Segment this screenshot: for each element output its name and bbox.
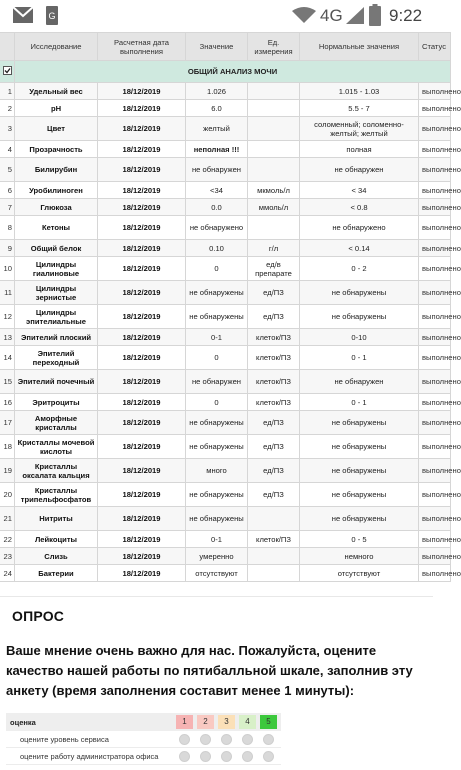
status: выполнено: [419, 305, 451, 329]
result-value: <34: [186, 182, 248, 199]
result-value: не обнаружены: [186, 507, 248, 531]
status: выполнено: [419, 411, 451, 435]
rating-radio-4[interactable]: [242, 751, 253, 762]
normal-range: не обнаружено: [300, 216, 419, 240]
rating-cell: [260, 734, 277, 745]
table-row: [0, 100, 451, 117]
due-date: 18/12/2019: [98, 182, 186, 199]
rating-scale-3: 3: [218, 715, 235, 729]
header-date: Расчетная дата выполнения: [98, 33, 186, 61]
rating-radio-1[interactable]: [179, 751, 190, 762]
unit: [248, 507, 300, 531]
test-name: Цилиндры гиалиновые: [15, 257, 98, 281]
rating-cell: [218, 734, 235, 745]
table-row: [0, 257, 451, 281]
due-date: 18/12/2019: [98, 531, 186, 548]
unit: [248, 548, 300, 565]
status: выполнено: [419, 100, 451, 117]
g-notification-icon: [46, 6, 58, 25]
status: выполнено: [419, 507, 451, 531]
result-value: неполная !!!: [186, 141, 248, 158]
table-row: [0, 346, 451, 370]
status: выполнено: [419, 83, 451, 100]
status: выполнено: [419, 117, 451, 141]
row-number: 5: [0, 158, 15, 182]
rating-questions: [6, 731, 281, 765]
due-date: 18/12/2019: [98, 281, 186, 305]
normal-range: не обнаружены: [300, 459, 419, 483]
table-header-row: [0, 33, 451, 61]
rating-cell: [260, 751, 277, 762]
normal-range: 0-10: [300, 329, 419, 346]
table-row: [0, 411, 451, 435]
row-number: 2: [0, 100, 15, 117]
table-row: [0, 483, 451, 507]
rating-cell: [239, 734, 256, 745]
result-value: 6.0: [186, 100, 248, 117]
table-row: [0, 141, 451, 158]
unit: [248, 216, 300, 240]
row-number: 1: [0, 83, 15, 100]
result-value: 0.10: [186, 240, 248, 257]
due-date: 18/12/2019: [98, 565, 186, 582]
normal-range: соломенный; соломенно-желтый; желтый: [300, 117, 419, 141]
table-row: [0, 435, 451, 459]
status: выполнено: [419, 281, 451, 305]
result-value: 0: [186, 257, 248, 281]
table-row: [0, 329, 451, 346]
test-name: Глюкоза: [15, 199, 98, 216]
status-bar: [0, 0, 433, 30]
row-number: 20: [0, 483, 15, 507]
table-row: [0, 459, 451, 483]
normal-range: не обнаружены: [300, 281, 419, 305]
due-date: 18/12/2019: [98, 346, 186, 370]
rating-radio-1[interactable]: [179, 734, 190, 745]
result-value: умеренно: [186, 548, 248, 565]
row-number: 13: [0, 329, 15, 346]
status: выполнено: [419, 240, 451, 257]
rating-question-label: оцените работу администратора офиса: [20, 751, 159, 761]
unit: ммоль/л: [248, 199, 300, 216]
result-value: не обнаружены: [186, 435, 248, 459]
table-row: [0, 394, 451, 411]
result-value: 0.0: [186, 199, 248, 216]
unit: [248, 141, 300, 158]
table-row: [0, 531, 451, 548]
header-unit: Ед. измерения: [248, 33, 300, 61]
unit: ед/ПЗ: [248, 305, 300, 329]
row-number: 22: [0, 531, 15, 548]
row-number: 23: [0, 548, 15, 565]
row-number: 4: [0, 141, 15, 158]
due-date: 18/12/2019: [98, 257, 186, 281]
table-row: [0, 370, 451, 394]
row-number: 24: [0, 565, 15, 582]
unit: клеток/ПЗ: [248, 329, 300, 346]
table-row: [0, 182, 451, 199]
test-name: Кристаллы трипельфосфатов: [15, 483, 98, 507]
test-name: Эпителий плоский: [15, 329, 98, 346]
rating-radio-2[interactable]: [200, 734, 211, 745]
checkbox-checked-icon: [3, 66, 12, 75]
status: выполнено: [419, 199, 451, 216]
test-name: Билирубин: [15, 158, 98, 182]
test-name: Кристаллы оксалата кальция: [15, 459, 98, 483]
result-value: много: [186, 459, 248, 483]
battery-icon: [369, 4, 381, 26]
unit: ед/ПЗ: [248, 459, 300, 483]
section-checkbox[interactable]: [0, 61, 15, 83]
header-value: Значение: [186, 33, 248, 61]
normal-range: 5.5 - 7: [300, 100, 419, 117]
rating-header-row: [6, 713, 281, 731]
svg-text:G: G: [48, 11, 56, 21]
test-name: Цвет: [15, 117, 98, 141]
rating-scale-1: 1: [176, 715, 193, 729]
rating-radio-2[interactable]: [200, 751, 211, 762]
table-row: [0, 548, 451, 565]
test-name: Лейкоциты: [15, 531, 98, 548]
due-date: 18/12/2019: [98, 459, 186, 483]
result-value: не обнаружен: [186, 158, 248, 182]
status: выполнено: [419, 531, 451, 548]
status: выполнено: [419, 370, 451, 394]
unit: [248, 565, 300, 582]
table-row: [0, 565, 451, 582]
header-normal: Нормальные значения: [300, 33, 419, 61]
due-date: 18/12/2019: [98, 100, 186, 117]
row-number: 15: [0, 370, 15, 394]
rating-cell: [176, 734, 193, 745]
normal-range: < 0.14: [300, 240, 419, 257]
status: выполнено: [419, 459, 451, 483]
rating-cell: [197, 734, 214, 745]
result-value: не обнаружены: [186, 411, 248, 435]
rating-question-row: [6, 731, 281, 748]
rating-question-label: оцените уровень сервиса: [20, 734, 109, 744]
test-name: Аморфные кристаллы: [15, 411, 98, 435]
row-number: 9: [0, 240, 15, 257]
due-date: 18/12/2019: [98, 329, 186, 346]
row-number: 8: [0, 216, 15, 240]
normal-range: 1.015 - 1.03: [300, 83, 419, 100]
unit: клеток/ПЗ: [248, 394, 300, 411]
status: выполнено: [419, 394, 451, 411]
normal-range: не обнаружены: [300, 411, 419, 435]
unit: клеток/ПЗ: [248, 346, 300, 370]
normal-range: 0 - 5: [300, 531, 419, 548]
unit: клеток/ПЗ: [248, 531, 300, 548]
due-date: 18/12/2019: [98, 158, 186, 182]
due-date: 18/12/2019: [98, 117, 186, 141]
row-number: 21: [0, 507, 15, 531]
due-date: 18/12/2019: [98, 394, 186, 411]
table-row: [0, 117, 451, 141]
due-date: 18/12/2019: [98, 141, 186, 158]
table-row: [0, 83, 451, 100]
status: выполнено: [419, 435, 451, 459]
result-value: желтый: [186, 117, 248, 141]
normal-range: 0 - 1: [300, 394, 419, 411]
clock: 9:22: [389, 6, 423, 25]
normal-range: не обнаружены: [300, 483, 419, 507]
due-date: 18/12/2019: [98, 370, 186, 394]
result-value: 0-1: [186, 329, 248, 346]
status: выполнено: [419, 216, 451, 240]
rating-scale-4: 4: [239, 715, 256, 729]
due-date: 18/12/2019: [98, 199, 186, 216]
due-date: 18/12/2019: [98, 435, 186, 459]
test-name: Цилиндры эпителиальные: [15, 305, 98, 329]
row-number: 14: [0, 346, 15, 370]
results-table-container[interactable]: [0, 32, 461, 592]
row-number: 7: [0, 199, 15, 216]
table-row: [0, 216, 451, 240]
rating-radio-5[interactable]: [263, 751, 274, 762]
normal-range: не обнаружен: [300, 370, 419, 394]
unit: г/л: [248, 240, 300, 257]
normal-range: < 0.8: [300, 199, 419, 216]
status: выполнено: [419, 346, 451, 370]
divider: [0, 596, 433, 597]
due-date: 18/12/2019: [98, 483, 186, 507]
status: выполнено: [419, 141, 451, 158]
section-row: [0, 61, 451, 83]
row-number: 18: [0, 435, 15, 459]
row-number: 19: [0, 459, 15, 483]
unit: [248, 117, 300, 141]
cell-signal-icon: [346, 7, 364, 24]
due-date: 18/12/2019: [98, 507, 186, 531]
result-value: не обнаружено: [186, 216, 248, 240]
header-status: Статус: [419, 33, 451, 61]
normal-range: 0 - 2: [300, 257, 419, 281]
rating-scale-2: 2: [197, 715, 214, 729]
survey-title: ОПРОС: [12, 608, 65, 624]
unit: [248, 158, 300, 182]
header-num: [0, 33, 15, 61]
table-row: [0, 305, 451, 329]
table-row: [0, 281, 451, 305]
status: выполнено: [419, 257, 451, 281]
table-row: [0, 240, 451, 257]
test-name: pH: [15, 100, 98, 117]
wifi-icon: [292, 7, 316, 23]
row-number: 12: [0, 305, 15, 329]
due-date: 18/12/2019: [98, 240, 186, 257]
result-value: 0: [186, 394, 248, 411]
status: выполнено: [419, 182, 451, 199]
due-date: 18/12/2019: [98, 548, 186, 565]
status: выполнено: [419, 565, 451, 582]
table-row: [0, 199, 451, 216]
test-name: Нитриты: [15, 507, 98, 531]
rating-scale: [176, 715, 281, 729]
unit: ед/в препарате: [248, 257, 300, 281]
unit: мкмоль/л: [248, 182, 300, 199]
unit: ед/ПЗ: [248, 411, 300, 435]
test-name: Удельный вес: [15, 83, 98, 100]
unit: ед/ПЗ: [248, 435, 300, 459]
normal-range: 0 - 1: [300, 346, 419, 370]
test-name: Общий белок: [15, 240, 98, 257]
unit: [248, 100, 300, 117]
row-number: 11: [0, 281, 15, 305]
result-value: 0-1: [186, 531, 248, 548]
rating-radio-5[interactable]: [263, 734, 274, 745]
normal-range: отсутствуют: [300, 565, 419, 582]
unit: ед/ПЗ: [248, 483, 300, 507]
rating-cell: [197, 751, 214, 762]
normal-range: не обнаружены: [300, 435, 419, 459]
network-type: 4G: [320, 6, 343, 25]
test-name: Слизь: [15, 548, 98, 565]
status: выполнено: [419, 548, 451, 565]
result-value: 1.026: [186, 83, 248, 100]
result-value: не обнаружен: [186, 370, 248, 394]
test-name: Бактерии: [15, 565, 98, 582]
row-number: 3: [0, 117, 15, 141]
rating-radio-3[interactable]: [221, 734, 232, 745]
status: выполнено: [419, 329, 451, 346]
rating-cell: [176, 751, 193, 762]
header-test: Исследование: [15, 33, 98, 61]
row-number: 10: [0, 257, 15, 281]
result-value: не обнаружены: [186, 483, 248, 507]
test-name: Цилиндры зернистые: [15, 281, 98, 305]
test-name: Кристаллы мочевой кислоты: [15, 435, 98, 459]
gmail-icon: [12, 6, 34, 24]
result-value: не обнаружены: [186, 281, 248, 305]
rating-radio-4[interactable]: [242, 734, 253, 745]
result-value: отсутствуют: [186, 565, 248, 582]
rating-cell: [239, 751, 256, 762]
normal-range: немного: [300, 548, 419, 565]
survey-description: Ваше мнение очень важно для нас. Пожалуйста, оцените качество нашей работы по пятибалльной шкале, заполнив эту анкету (время заполнения составит менее 1 минуты):: [6, 643, 413, 698]
due-date: 18/12/2019: [98, 411, 186, 435]
unit: ед/ПЗ: [248, 281, 300, 305]
test-name: Прозрачность: [15, 141, 98, 158]
normal-range: полная: [300, 141, 419, 158]
due-date: 18/12/2019: [98, 83, 186, 100]
due-date: 18/12/2019: [98, 216, 186, 240]
row-number: 17: [0, 411, 15, 435]
unit: [248, 83, 300, 100]
test-name: Уробилиноген: [15, 182, 98, 199]
status: выполнено: [419, 158, 451, 182]
rating-radio-3[interactable]: [221, 751, 232, 762]
test-name: Эпителий переходный: [15, 346, 98, 370]
rating-header-label: оценка: [10, 717, 36, 727]
result-value: 0: [186, 346, 248, 370]
results-table: [0, 32, 461, 582]
rating-cell: [218, 751, 235, 762]
row-number: 6: [0, 182, 15, 199]
normal-range: < 34: [300, 182, 419, 199]
status: выполнено: [419, 483, 451, 507]
table-row: [0, 507, 451, 531]
normal-range: не обнаружен: [300, 158, 419, 182]
test-name: Эпителий почечный: [15, 370, 98, 394]
rating-question-row: [6, 748, 281, 765]
test-name: Кетоны: [15, 216, 98, 240]
unit: клеток/ПЗ: [248, 370, 300, 394]
table-row: [0, 158, 451, 182]
normal-range: не обнаружены: [300, 305, 419, 329]
rating-form: [6, 713, 281, 765]
section-title: ОБЩИЙ АНАЛИЗ МОЧИ: [15, 61, 451, 83]
due-date: 18/12/2019: [98, 305, 186, 329]
result-value: не обнаружены: [186, 305, 248, 329]
test-name: Эритроциты: [15, 394, 98, 411]
row-number: 16: [0, 394, 15, 411]
rating-scale-5: 5: [260, 715, 277, 729]
normal-range: не обнаружены: [300, 507, 419, 531]
